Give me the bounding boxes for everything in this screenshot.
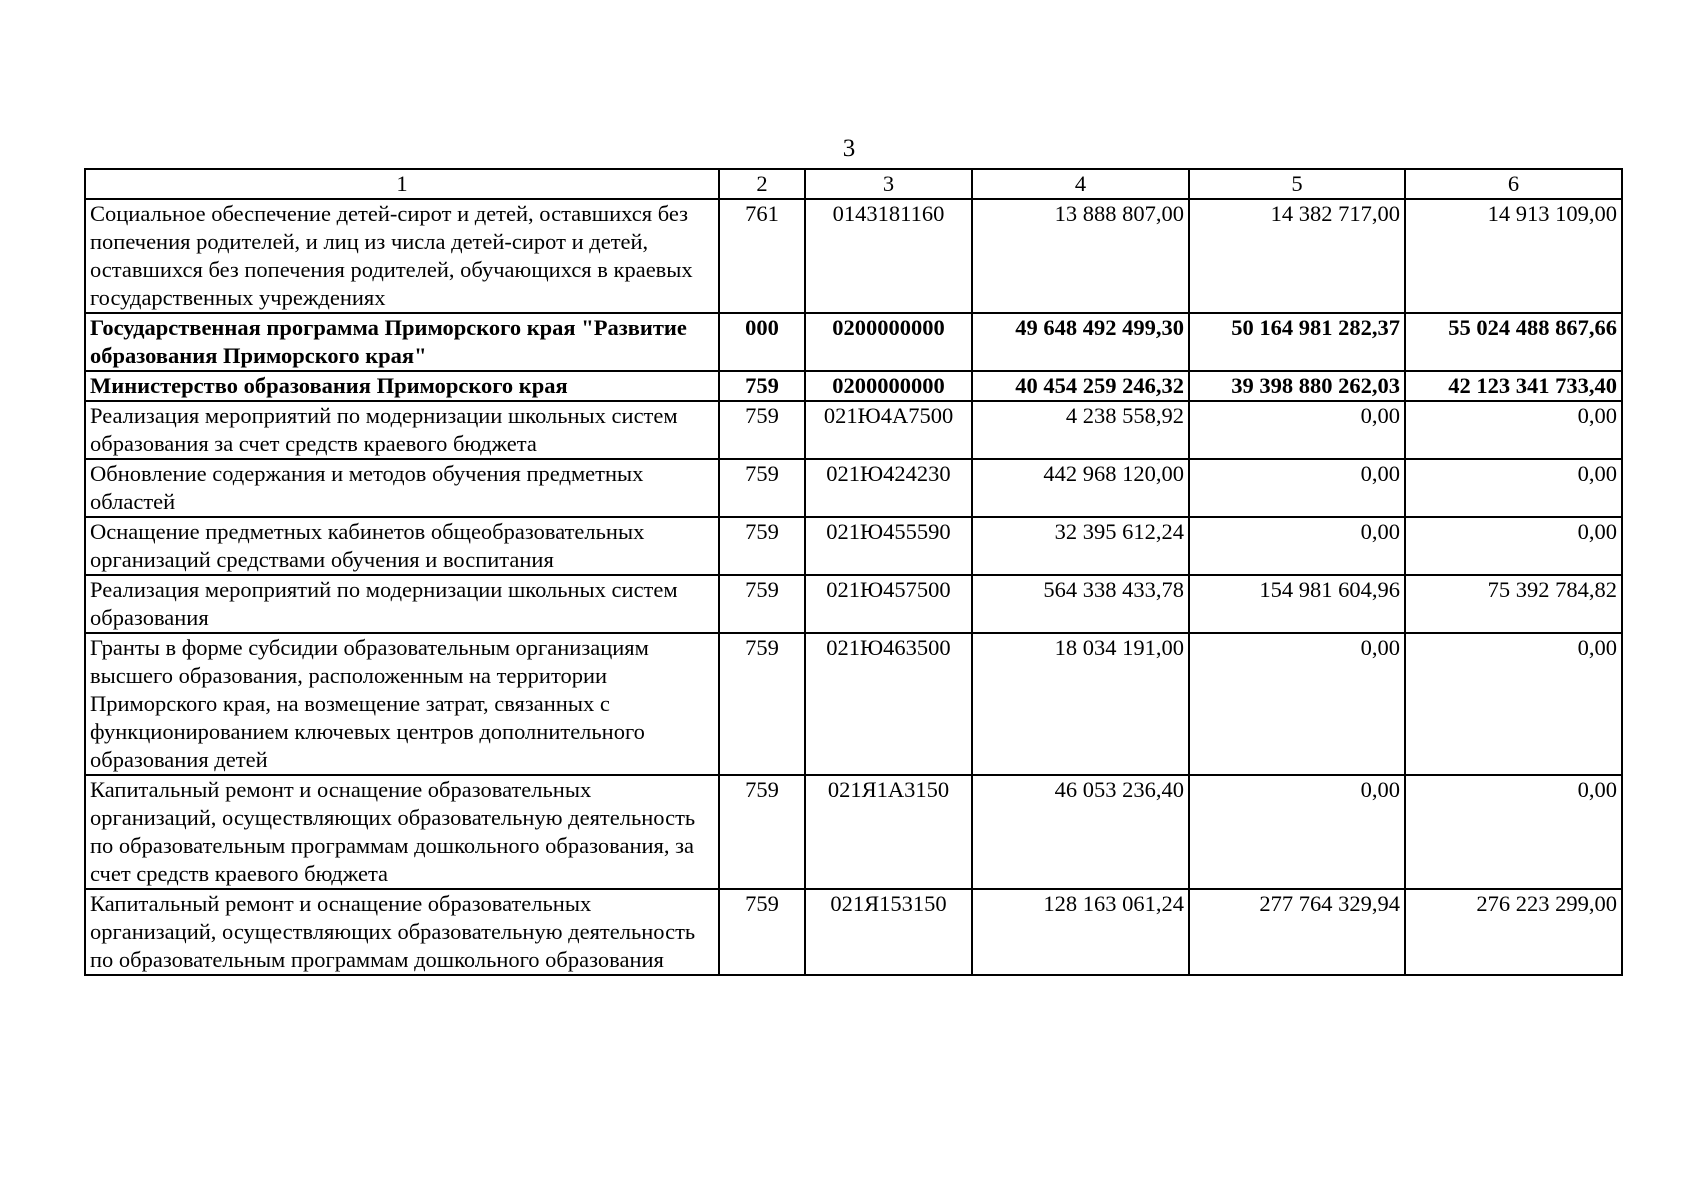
table-row — [85, 775, 1622, 889]
row-grbs-code-cell: 000 — [719, 313, 805, 371]
row-amount-year1-cell: 442 968 120,00 — [972, 459, 1189, 517]
row-name-cell: Оснащение предметных кабинетов общеобразовательных организаций средствами обучения и воспитания — [85, 517, 719, 575]
row-grbs-code-cell: 761 — [719, 199, 805, 313]
row-grbs-code-cell: 759 — [719, 517, 805, 575]
row-amount-year3-cell: 0,00 — [1405, 459, 1622, 517]
row-grbs-code-cell: 759 — [719, 459, 805, 517]
row-amount-year2-cell: 50 164 981 282,37 — [1189, 313, 1405, 371]
row-amount-year2-cell: 14 382 717,00 — [1189, 199, 1405, 313]
row-csr-code-cell: 021Ю455590 — [805, 517, 972, 575]
row-amount-year2-cell: 277 764 329,94 — [1189, 889, 1405, 975]
row-grbs-code-cell: 759 — [719, 575, 805, 633]
header-row — [85, 169, 1622, 199]
row-amount-year1-cell: 18 034 191,00 — [972, 633, 1189, 775]
row-grbs-code-cell: 759 — [719, 371, 805, 401]
table-row — [85, 401, 1622, 459]
table-row — [85, 459, 1622, 517]
row-amount-year3-cell: 42 123 341 733,40 — [1405, 371, 1622, 401]
table-row — [85, 371, 1622, 401]
row-name-cell: Государственная программа Приморского края "Развитие образования Приморского края" — [85, 313, 719, 371]
row-grbs-code-cell: 759 — [719, 889, 805, 975]
table-row — [85, 633, 1622, 775]
row-amount-year2-cell: 0,00 — [1189, 775, 1405, 889]
row-csr-code-cell: 021Ю463500 — [805, 633, 972, 775]
row-amount-year2-cell: 154 981 604,96 — [1189, 575, 1405, 633]
row-amount-year1-cell: 40 454 259 246,32 — [972, 371, 1189, 401]
row-amount-year2-cell: 0,00 — [1189, 633, 1405, 775]
row-name-cell: Гранты в форме субсидии образовательным организациям высшего образования, расположенным на территории Приморского края, на возмещение затрат, связанных с функционированием ключевых центров дополнительного образования детей — [85, 633, 719, 775]
page-number: 3 — [842, 135, 856, 162]
row-amount-year3-cell: 0,00 — [1405, 633, 1622, 775]
header-col-1: 1 — [85, 169, 719, 199]
row-csr-code-cell: 021Ю424230 — [805, 459, 972, 517]
header-col-5: 5 — [1189, 169, 1405, 199]
row-amount-year2-cell: 39 398 880 262,03 — [1189, 371, 1405, 401]
row-amount-year1-cell: 564 338 433,78 — [972, 575, 1189, 633]
row-amount-year1-cell: 128 163 061,24 — [972, 889, 1189, 975]
row-amount-year3-cell: 0,00 — [1405, 517, 1622, 575]
row-csr-code-cell: 021Я1А3150 — [805, 775, 972, 889]
row-grbs-code-cell: 759 — [719, 401, 805, 459]
table-row — [85, 889, 1622, 975]
table-row — [85, 199, 1622, 313]
row-csr-code-cell: 021Я153150 — [805, 889, 972, 975]
row-grbs-code-cell: 759 — [719, 633, 805, 775]
header-col-2: 2 — [719, 169, 805, 199]
header-col-6: 6 — [1405, 169, 1622, 199]
row-amount-year3-cell: 55 024 488 867,66 — [1405, 313, 1622, 371]
row-amount-year3-cell: 75 392 784,82 — [1405, 575, 1622, 633]
row-name-cell: Капитальный ремонт и оснащение образовательных организаций, осуществляющих образовательную деятельность по образовательным программам дошкольного образования — [85, 889, 719, 975]
header-col-4: 4 — [972, 169, 1189, 199]
header-col-3: 3 — [805, 169, 972, 199]
budget-table — [84, 168, 1623, 976]
row-csr-code-cell: 0200000000 — [805, 371, 972, 401]
row-name-cell: Обновление содержания и методов обучения предметных областей — [85, 459, 719, 517]
row-amount-year1-cell: 49 648 492 499,30 — [972, 313, 1189, 371]
row-amount-year3-cell: 0,00 — [1405, 775, 1622, 889]
row-name-cell: Реализация мероприятий по модернизации школьных систем образования за счет средств краевого бюджета — [85, 401, 719, 459]
row-csr-code-cell: 021Ю4А7500 — [805, 401, 972, 459]
row-amount-year3-cell: 14 913 109,00 — [1405, 199, 1622, 313]
row-name-cell: Министерство образования Приморского края — [85, 371, 719, 401]
row-amount-year1-cell: 32 395 612,24 — [972, 517, 1189, 575]
table-body — [85, 199, 1622, 975]
row-amount-year1-cell: 46 053 236,40 — [972, 775, 1189, 889]
row-name-cell: Социальное обеспечение детей-сирот и детей, оставшихся без попечения родителей, и лиц из числа детей-сирот и детей, оставшихся без попечения родителей, обучающихся в краевых государственных учреждениях — [85, 199, 719, 313]
table-row — [85, 313, 1622, 371]
row-name-cell: Реализация мероприятий по модернизации школьных систем образования — [85, 575, 719, 633]
row-csr-code-cell: 0200000000 — [805, 313, 972, 371]
table-row — [85, 575, 1622, 633]
row-amount-year3-cell: 276 223 299,00 — [1405, 889, 1622, 975]
table-row — [85, 517, 1622, 575]
row-csr-code-cell: 021Ю457500 — [805, 575, 972, 633]
row-amount-year2-cell: 0,00 — [1189, 459, 1405, 517]
row-grbs-code-cell: 759 — [719, 775, 805, 889]
row-amount-year2-cell: 0,00 — [1189, 517, 1405, 575]
row-amount-year1-cell: 13 888 807,00 — [972, 199, 1189, 313]
row-amount-year2-cell: 0,00 — [1189, 401, 1405, 459]
row-amount-year3-cell: 0,00 — [1405, 401, 1622, 459]
row-name-cell: Капитальный ремонт и оснащение образовательных организаций, осуществляющих образовательную деятельность по образовательным программам дошкольного образования, за счет средств краевого бюджета — [85, 775, 719, 889]
row-amount-year1-cell: 4 238 558,92 — [972, 401, 1189, 459]
row-csr-code-cell: 0143181160 — [805, 199, 972, 313]
